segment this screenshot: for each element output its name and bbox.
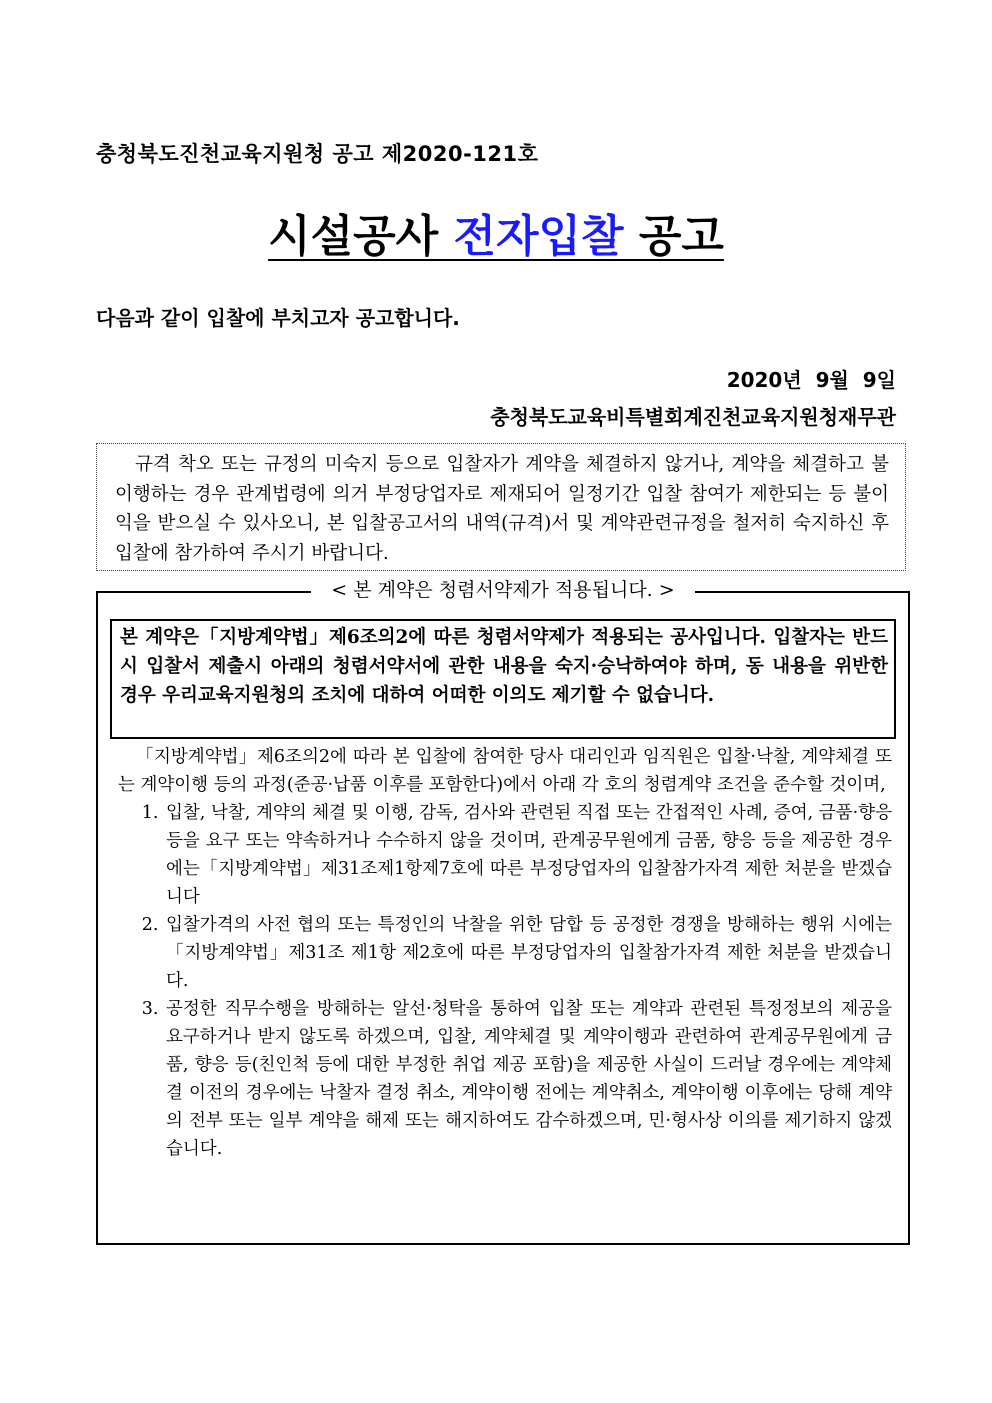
intro-text: 다음과 같이 입찰에 부치고자 공고합니다. <box>96 306 460 330</box>
pledge-intro: 「지방계약법」제6조의2에 따라 본 입찰에 참여한 당사 대리인과 임직원은 입찰·낙찰, 계약체결 또는 계약이행 등의 과정(준공·납품 이후를 포함한다)에서 아래 각 호의 청렴계약 조건을 준수할 것이며, <box>118 747 892 795</box>
title-accent: 전자입찰 <box>453 211 624 262</box>
integrity-pledge-box <box>96 579 910 1245</box>
warning-box <box>96 443 906 571</box>
title-part1: 시설공사 <box>268 211 454 262</box>
page-title <box>0 200 992 264</box>
pledge-highlight-box <box>110 619 896 739</box>
pledge-heading <box>98 575 908 602</box>
issuing-organization: 충청북도교육비특별회계진천교육지원청재무관 <box>490 405 896 429</box>
pledge-body <box>118 743 892 1163</box>
pledge-conditions-list <box>118 799 892 1163</box>
warning-text-body: 규격 착오 또는 규정의 미숙지 등으로 입찰자가 계약을 체결하지 않거나, 계약을 체결하고 불이행하는 경우 관계법령에 의거 부정당업자로 제재되어 일정기간 입찰 참여가 제한되는 등 불이익을 받으실 수 있사오니, 본 입찰공고서의 내역(규격)서 및 계약관련규정을 철저히 숙지하신 후 입찰에 참가하여 주시기 바랍니다. <box>115 454 889 564</box>
pledge-condition-3: 3. 공정한 직무수행을 방해하는 알선·청탁을 통하여 입찰 또는 계약과 관련된 특정정보의 제공을 요구하거나 받지 않도록 하겠으며, 입찰, 계약체결 및 계약이행과 관련하여 관계공무원에게 금품, 향응 등(친인척 등에 대한 부정한 취업 제공 포함)을 제공한 사실이 드러날 경우에는 계약체결 이전의 경우에는 낙찰자 결정 취소, 계약이행 전에는 계약취소, 계약이행 이후에는 당해 계약의 전부 또는 일부 계약을 해제 또는 해지하여도 감수하겠으며, 민·형사상 이의를 제기하지 않겠습니다. <box>164 995 892 1163</box>
warning-text <box>115 454 135 475</box>
pledge-condition-1: 1. 입찰, 낙찰, 계약의 체결 및 이행, 감독, 검사와 관련된 직접 또는 간접적인 사례, 증여, 금품·향응 등을 요구 또는 약속하거나 수수하지 않을 것이며, 관계공무원에게 금품, 향응 등을 제공한 경우에는「지방계약법」제31조제1항제7호에 따른 부정당업자의 입찰참가자격 제한 처분을 받겠습니다 <box>164 799 892 911</box>
notice-date: 2020년 9월 9일 <box>726 368 896 392</box>
pledge-highlight-text: 본 계약은「지방계약법」제6조의2에 따른 청렴서약제가 적용되는 공사입니다. 입찰자는 반드시 입찰서 제출시 아래의 청렴서약서에 관한 내용을 숙지·승낙하여야 하며, 동 내용을 위반한 경우 우리교육지원청의 조치에 대하여 어떠한 이의도 제기할 수 없습니다. <box>120 627 888 706</box>
notice-number: 충청북도진천교육지원청 공고 제2020-121호 <box>96 142 539 166</box>
pledge-condition-2: 2. 입찰가격의 사전 협의 또는 특정인의 낙찰을 위한 담합 등 공정한 경쟁을 방해하는 행위 시에는「지방계약법」제31조 제1항 제2호에 따른 부정당업자의 입찰참가자격 제한 처분을 받겠습니다. <box>164 911 892 995</box>
title-part2: 공고 <box>623 211 724 262</box>
pledge-heading-text: < 본 계약은 청렴서약제가 적용됩니다. > <box>311 579 694 601</box>
